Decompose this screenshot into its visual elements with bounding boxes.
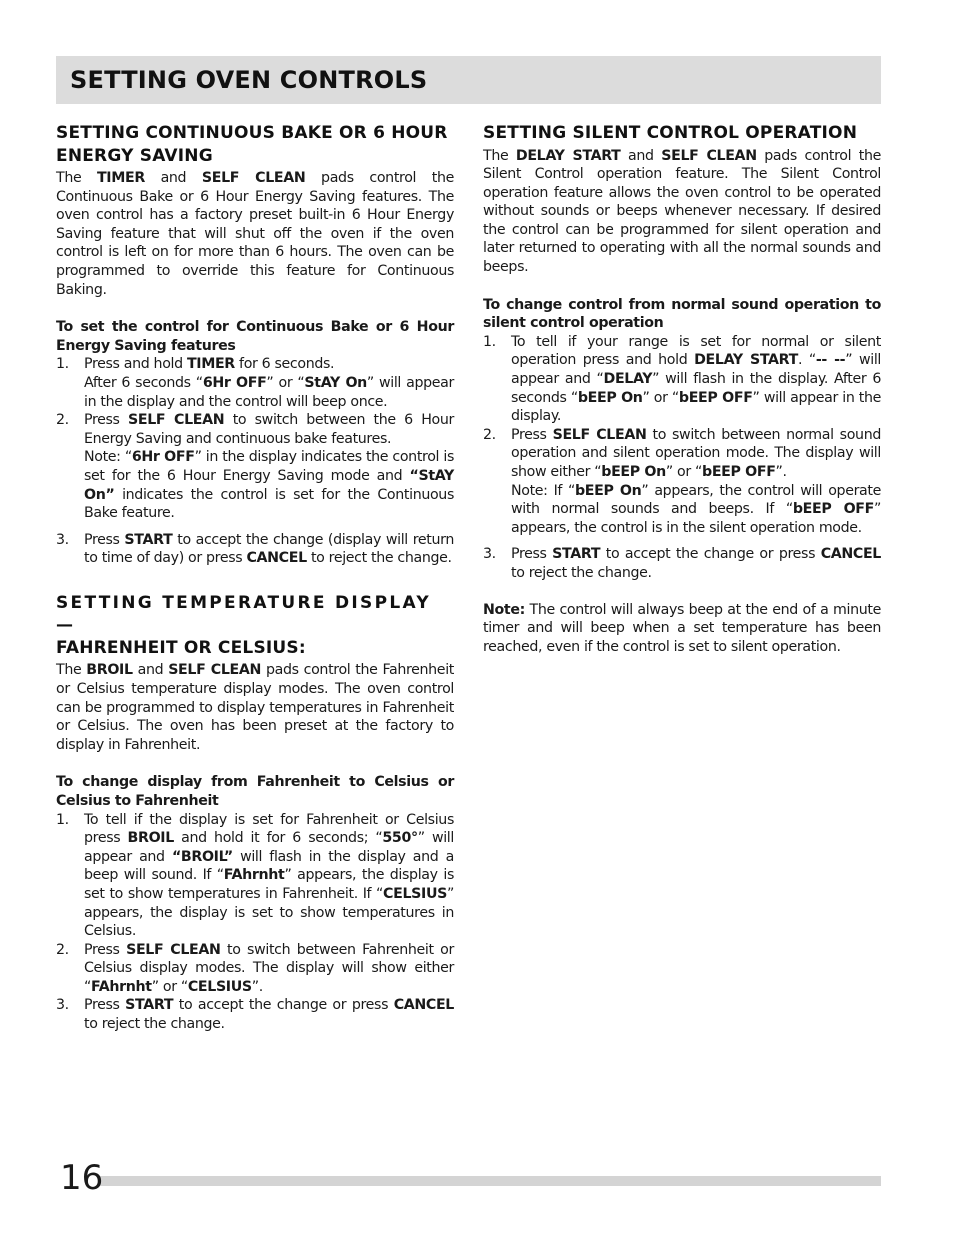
procedure-heading: To change display from Fahrenheit to Celsius or Celsius to Fahrenheit xyxy=(56,774,454,809)
section-silent-control xyxy=(483,122,881,656)
steps-list xyxy=(483,333,881,583)
page-number: 16 xyxy=(60,1158,104,1198)
section-intro: The DELAY START and SELF CLEAN pads control the Silent Control operation feature. The Silent Control operation feature allows the oven control to be operated without sounds or beeps whenever necessary. If desired the control can be programmed for silent operation and later returned to operating with all the normal sounds and beeps. xyxy=(483,147,882,276)
list-item: 1. Press and hold TIMER for 6 seconds. After 6 seconds “6Hr OFF” or “StAY On” will appear in the display and the control will beep once. xyxy=(56,356,454,410)
list-item: 2. Press SELF CLEAN to switch between normal sound operation and silent operation mode. The display will show either “bEEP On” or “bEEP OFF”. Note: If “bEEP On” appears, the control will operate with normal sounds and beeps. If “bEEP OFF” appears, the control is in the silent operation mode. xyxy=(483,426,881,536)
section-heading: SETTING SILENT CONTROL OPERATION xyxy=(483,123,858,143)
section-heading: SETTING TEMPERATURE DISPLAY — FAHRENHEIT OR CELSIUS: xyxy=(56,592,431,658)
header-bar xyxy=(56,56,881,104)
list-item: 1. To tell if your range is set for normal or silent operation press and hold DELAY START. “-- --” will appear and “DELAY” will flash in the display. After 6 seconds “bEEP On” or “bEEP OFF” will appear in the display. xyxy=(483,333,882,425)
procedure-heading: To change control from normal sound operation to silent control operation xyxy=(483,296,881,332)
list-item: 3. Press START to accept the change or press CANCEL to reject the change. xyxy=(483,546,881,581)
right-column xyxy=(483,122,881,656)
list-item: 2. Press SELF CLEAN to switch between the 6 Hour Energy Saving and continuous bake features. Note: “6Hr OFF” in the display indicates the control is set for the 6 Hour Energy Saving mode and “StAY On” indicates the control is set for the Continuous Bake feature. xyxy=(56,412,454,522)
list-item: 2. Press SELF CLEAN to switch between Fahrenheit or Celsius display modes. The display will show either “FAhrnht” or “CELSIUS”. xyxy=(56,941,454,995)
left-column xyxy=(56,122,454,1034)
section-intro: The TIMER and SELF CLEAN pads control the Continuous Bake or 6 Hour Energy Saving features. The oven control has a factory preset built-in 6 Hour Energy Saving feature that will shut off the oven if the oven control is left on for more than 6 hours. The oven can be programmed to override this feature for Continuous Baking. xyxy=(56,170,454,298)
step-note: Note: If “bEEP On” appears, the control will operate with normal sounds and beeps. If “bEEP OFF” appears, the control is in the silent operation mode. xyxy=(511,482,881,536)
section-temperature-display xyxy=(56,592,454,1034)
section-heading: SETTING CONTINUOUS BAKE OR 6 HOUR ENERGY SAVING xyxy=(56,123,448,166)
final-note: Note: The control will always beep at the end of a minute timer and will beep when a set temperature has been reached, even if the control is set to silent operation. xyxy=(483,601,881,655)
steps-list xyxy=(56,811,454,1034)
section-intro: The BROIL and SELF CLEAN pads control the Fahrenheit or Celsius temperature display modes. The oven control can be programmed to display temperatures in Fahrenheit or Celsius. The oven has been preset at the factory to display in Fahrenheit. xyxy=(56,662,454,753)
page-title: SETTING OVEN CONTROLS xyxy=(70,66,428,94)
section-continuous-bake xyxy=(56,122,454,568)
list-item: 3. Press START to accept the change (display will return to time of day) or press CANCEL to reject the change. xyxy=(56,531,455,567)
list-item: 1. To tell if the display is set for Fahrenheit or Celsius press BROIL and hold it for 6 seconds; “550°” will appear and “BROIL” will flash in the display and a beep will sound. If “FAhrnht” appears, the display is set to show temperatures in Fahrenheit. If “CELSIUS” appears, the display is set to show temperatures in Celsius. xyxy=(56,811,455,940)
steps-list xyxy=(56,355,454,568)
procedure-heading: To set the control for Continuous Bake or 6 Hour Energy Saving features xyxy=(56,319,454,354)
footer-bar xyxy=(100,1176,881,1186)
step-note: Note: “6Hr OFF” in the display indicates the control is set for the 6 Hour Energy Saving mode and “StAY On” indicates the control is set for the Continuous Bake feature. xyxy=(84,449,454,522)
list-item: 3. Press START to accept the change or press CANCEL to reject the change. xyxy=(56,997,454,1033)
